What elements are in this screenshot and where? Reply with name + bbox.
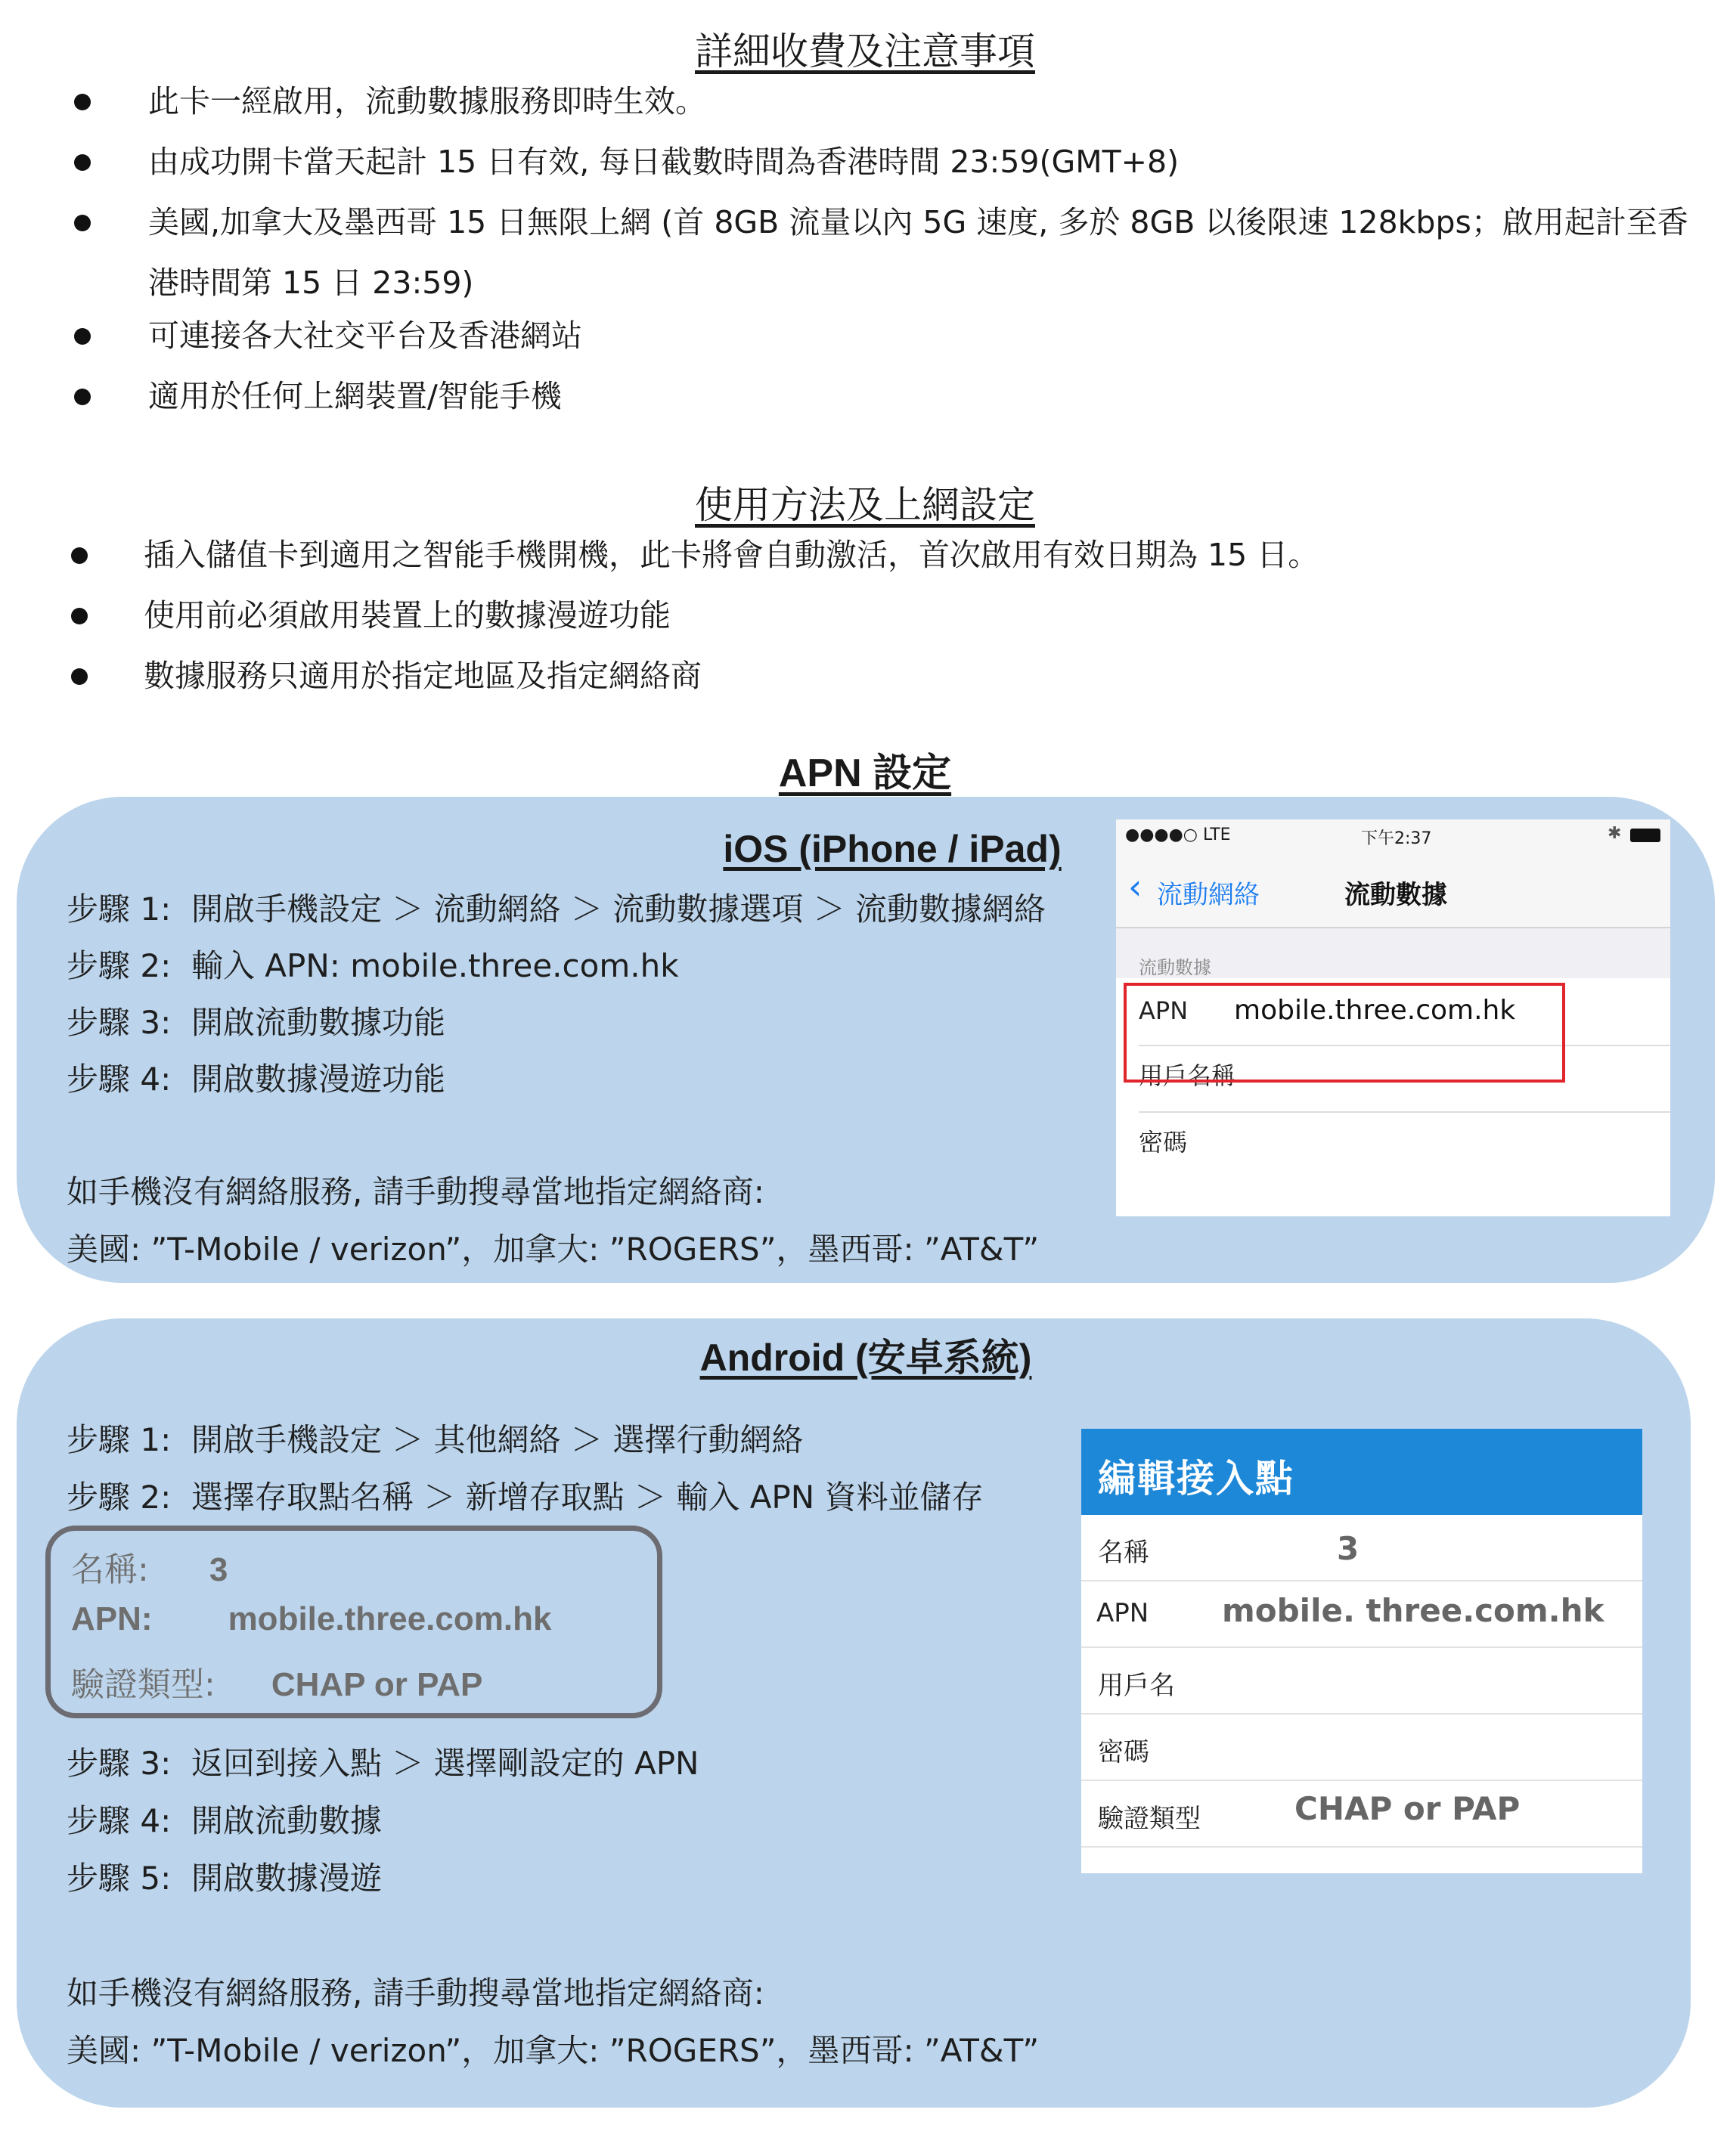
list-item — [0, 653, 1730, 699]
group-header — [1116, 928, 1670, 978]
bullet-text: 數據服務只適用於指定地區及指定網絡商 — [144, 658, 702, 694]
box-value: CHAP or PAP — [271, 1666, 483, 1703]
android-step-4 — [67, 1796, 382, 1842]
step-text: 選擇存取點名稱 ＞ 新增存取點 ＞ 輸入 APN 資料並儲存 — [191, 1479, 984, 1516]
android-row-password[interactable] — [1081, 1715, 1642, 1781]
step-text: 開啟數據漫遊 — [191, 1860, 382, 1897]
android-apn-screenshot — [1081, 1429, 1642, 1873]
android-row-name[interactable] — [1081, 1515, 1642, 1581]
apn-title: APN 設定 — [778, 751, 952, 795]
list-item — [0, 593, 1730, 638]
android-title: Android (安卓系統) — [699, 1337, 1032, 1379]
step-label: 步驟 4: — [67, 1061, 172, 1098]
android-note-line1: 如手機沒有網絡服務, 請手動搜尋當地指定網絡商: — [67, 1975, 764, 2012]
ios-title: iOS (iPhone / iPad) — [723, 828, 1062, 870]
box-name-line — [71, 1542, 228, 1591]
row-value: 3 — [1337, 1530, 1360, 1567]
bullet-text: 可連接各大社交平台及香港網站 — [148, 318, 582, 354]
ios-step-4 — [67, 1055, 445, 1100]
android-header-title: 編輯接入點 — [1098, 1457, 1294, 1501]
bullet-text: 適用於任何上網裝置/智能手機 — [148, 378, 562, 414]
box-auth-line — [71, 1657, 482, 1705]
bullet-icon — [74, 215, 91, 231]
list-item — [0, 192, 1730, 313]
android-note-line2: 美國: ”T-Mobile / verizon”，加拿大: ”ROGERS”，墨西哥: ”AT&T” — [67, 2032, 1040, 2069]
bluetooth-icon: ✱ — [1608, 824, 1622, 843]
android-row-apn[interactable] — [1081, 1581, 1642, 1648]
step-label: 步驟 3: — [67, 1004, 172, 1041]
list-item — [0, 79, 1730, 124]
step-text: 開啟流動數據 — [191, 1802, 382, 1839]
bullet-text: 美國,加拿大及墨西哥 15 日無限上網 (首 8GB 流量以內 5G 速度, 多於 8GB 以後限速 128kbps；啟用起計至香港時間第 15 日 23:59) — [148, 204, 1688, 301]
android-row-username[interactable] — [1081, 1648, 1642, 1715]
ios-nav-bar — [1116, 851, 1670, 928]
status-bar — [1116, 819, 1670, 851]
android-step-2 — [67, 1473, 984, 1518]
password-label: 密碼 — [1139, 1128, 1188, 1157]
android-header — [1081, 1429, 1642, 1515]
ios-step-2 — [67, 941, 679, 987]
row-value: mobile. three.com.hk — [1222, 1592, 1604, 1629]
step-label: 步驟 4: — [67, 1802, 172, 1839]
bullet-icon — [71, 547, 88, 564]
bullet-icon — [74, 94, 91, 110]
bullet-icon — [74, 328, 91, 345]
list-item — [0, 139, 1730, 184]
group-header-label: 流動數據 — [1139, 957, 1211, 978]
ios-settings-screenshot — [1116, 819, 1670, 1216]
battery-icon — [1630, 829, 1660, 842]
android-step-3 — [67, 1739, 699, 1784]
bullet-icon — [71, 608, 88, 624]
password-row[interactable] — [1116, 1113, 1670, 1179]
status-time: 下午2:37 — [1361, 829, 1432, 848]
step-text: 返回到接入點 ＞ 選擇剛設定的 APN — [191, 1745, 699, 1782]
step-text: 開啟手機設定 ＞ 其他網絡 ＞ 選擇行動網絡 — [191, 1421, 804, 1458]
ios-note-line2: 美國: ”T-Mobile / verizon”，加拿大: ”ROGERS”，墨西哥: ”AT&T” — [67, 1231, 1040, 1268]
row-value: CHAP or PAP — [1294, 1790, 1521, 1827]
carrier-signal: ●●●●○ LTE — [1125, 826, 1231, 844]
box-value: 3 — [209, 1551, 228, 1588]
apn-label: APN — [1139, 996, 1189, 1025]
usage-list — [0, 532, 1730, 714]
step-text: 開啟流動數據功能 — [191, 1004, 445, 1041]
apn-value[interactable]: mobile.three.com.hk — [1234, 995, 1516, 1026]
row-label: 名稱 — [1098, 1538, 1149, 1568]
apn-highlight-box — [1124, 983, 1565, 1083]
charges-list — [0, 79, 1730, 434]
chevron-left-icon[interactable]: ‹ — [1128, 866, 1142, 907]
box-apn-line — [71, 1600, 551, 1638]
android-row-auth[interactable] — [1081, 1781, 1642, 1848]
row-label: 驗證類型 — [1098, 1804, 1201, 1834]
android-step-5 — [67, 1854, 382, 1899]
list-item — [0, 532, 1730, 578]
list-item — [0, 313, 1730, 358]
step-label: 步驟 2: — [67, 1479, 172, 1516]
bullet-text: 由成功開卡當天起計 15 日有效, 每日截數時間為香港時間 23:59(GMT+8) — [148, 144, 1180, 180]
ios-note-line1: 如手機沒有網絡服務, 請手動搜尋當地指定網絡商: — [67, 1173, 764, 1210]
step-label: 步驟 2: — [67, 947, 172, 984]
row-label: APN — [1096, 1598, 1149, 1628]
row-label: 密碼 — [1098, 1737, 1149, 1767]
android-step-1 — [67, 1415, 803, 1461]
bullet-text: 使用前必須啟用裝置上的數據漫遊功能 — [144, 597, 671, 633]
step-label: 步驟 1: — [67, 1421, 172, 1458]
row-label: 用戶名 — [1098, 1671, 1175, 1701]
step-label: 步驟 3: — [67, 1745, 172, 1782]
box-label: 驗證類型: — [71, 1665, 215, 1704]
ios-step-3 — [67, 998, 445, 1043]
step-label: 步驟 1: — [67, 891, 172, 928]
bullet-icon — [74, 389, 91, 405]
box-value: mobile.three.com.hk — [228, 1600, 552, 1637]
bullet-icon — [74, 154, 91, 171]
bullet-icon — [71, 668, 88, 685]
ios-step-1 — [67, 884, 1046, 930]
step-text: 輸入 APN: mobile.three.com.hk — [191, 947, 679, 984]
bullet-text: 此卡一經啟用，流動數據服務即時生效。 — [148, 83, 706, 119]
step-text: 開啟手機設定 ＞ 流動網絡 ＞ 流動數據選項 ＞ 流動數據網絡 — [191, 891, 1046, 928]
box-label: 名稱: — [71, 1550, 149, 1589]
section-title-charges: 詳細收費及注意事項 — [695, 29, 1035, 73]
list-item — [0, 373, 1730, 419]
box-label: APN: — [71, 1600, 153, 1637]
step-label: 步驟 5: — [67, 1860, 172, 1897]
back-button[interactable]: 流動網絡 — [1157, 880, 1260, 910]
bullet-text: 插入儲值卡到適用之智能手機開機，此卡將會自動激活，首次啟用有效日期為 15 日。 — [144, 537, 1319, 573]
section-title-usage: 使用方法及上網設定 — [695, 483, 1035, 527]
step-text: 開啟數據漫遊功能 — [191, 1061, 445, 1098]
nav-title: 流動數據 — [1344, 880, 1447, 910]
username-label: 用戶名稱 — [1139, 1061, 1236, 1090]
